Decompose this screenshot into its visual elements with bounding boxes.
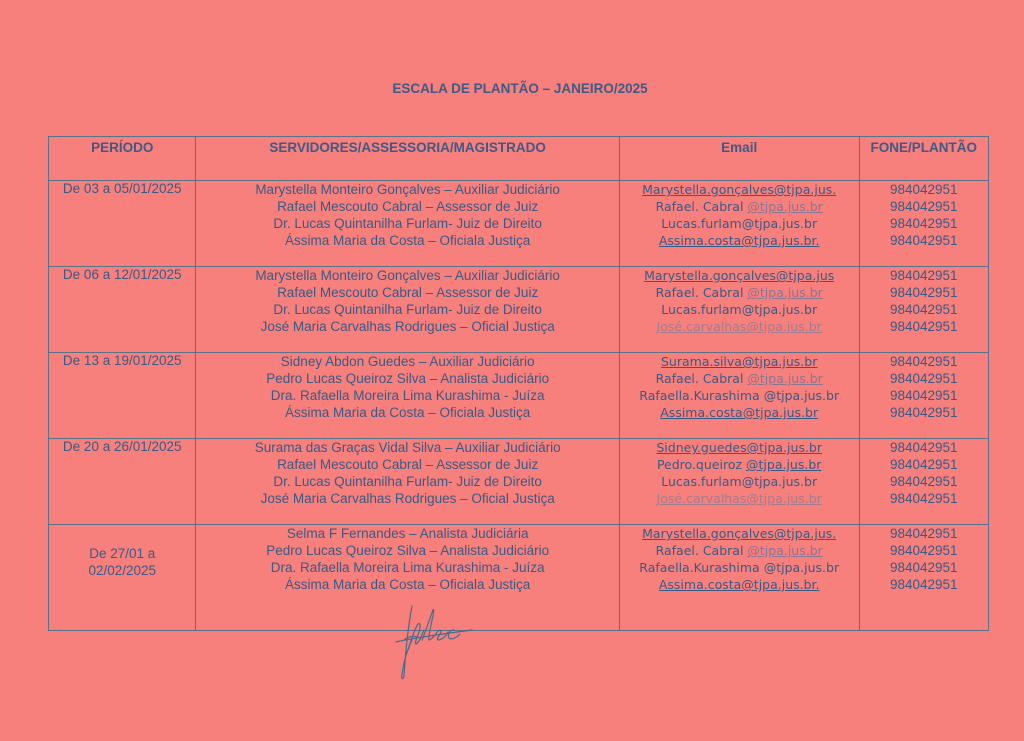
email-address[interactable] (620, 576, 859, 593)
email-address[interactable] (620, 284, 859, 301)
staff-cell (196, 267, 619, 353)
phone-cell (859, 267, 988, 353)
email-text: Lucas.furlam@tjpa.jus.br (661, 216, 818, 231)
phone-number: 984042951 (889, 268, 958, 283)
email-text: Rafael. Cabral (655, 543, 748, 558)
handwritten-signature-icon (392, 600, 482, 682)
staff-name: Rafael Mescouto Cabral – Assessor de Juiz (277, 285, 539, 300)
email-link[interactable]: @tjpa.jus.br (746, 457, 822, 472)
email-address[interactable] (620, 490, 859, 507)
staff-name: Rafael Mescouto Cabral – Assessor de Juiz (277, 199, 539, 214)
email-link[interactable]: Marystella.gonçalves@tjpa.jus. (642, 526, 837, 541)
period-cell: De 20 a 26/01/2025 (49, 439, 196, 525)
email-address[interactable] (620, 198, 859, 215)
table-row (49, 353, 989, 439)
staff-name: Dr. Lucas Quintanilha Furlam- Juiz de Direito (273, 216, 542, 231)
schedule-table (48, 136, 989, 631)
phone-number: 984042951 (889, 474, 958, 489)
phone-number: 984042951 (889, 388, 958, 403)
staff-name: Ássima Maria da Costa – Oficiala Justiça (284, 405, 531, 420)
email-text: Rafaella.Kurashima @tjpa.jus.br (639, 388, 840, 403)
phone-number: 984042951 (889, 319, 958, 334)
phone-cell (859, 525, 988, 631)
table-row (49, 267, 989, 353)
phone-number: 984042951 (889, 526, 958, 541)
email-link[interactable]: Assima.costa@tjpa.jus.br. (658, 577, 820, 592)
table-row (49, 439, 989, 525)
phone-cell (859, 439, 988, 525)
phone-number: 984042951 (889, 371, 958, 386)
header-phone: FONE/PLANTÃO (859, 137, 988, 181)
email-address[interactable] (620, 404, 859, 421)
email-cell (619, 525, 859, 631)
header-staff: SERVIDORES/ASSESSORIA/MAGISTRADO (196, 137, 619, 181)
phone-number: 984042951 (889, 560, 958, 575)
email-link[interactable]: Surama.silva@tjpa.jus.br (660, 354, 818, 369)
table-header-row (49, 137, 989, 181)
email-link[interactable]: José.carvalhas@tjpa.jus.br (656, 319, 822, 334)
email-address (620, 301, 859, 318)
email-address[interactable] (620, 181, 859, 198)
staff-name: Surama das Graças Vidal Silva – Auxiliar Judiciário (254, 440, 561, 455)
email-link[interactable]: Marystella.gonçalves@tjpa.jus. (642, 182, 837, 197)
phone-number: 984042951 (889, 285, 958, 300)
email-link[interactable]: Assima.costa@tjpa.jus.br. (658, 233, 820, 248)
staff-name: José Maria Carvalhas Rodrigues – Oficial Justiça (260, 319, 555, 334)
staff-name: Ássima Maria da Costa – Oficiala Justiça (284, 577, 531, 592)
staff-cell (196, 181, 619, 267)
email-address[interactable] (620, 353, 859, 370)
email-address[interactable] (620, 232, 859, 249)
phone-number: 984042951 (889, 457, 958, 472)
phone-number: 984042951 (889, 577, 958, 592)
staff-name: Marystella Monteiro Gonçalves – Auxiliar Judiciário (255, 182, 560, 197)
email-text: Rafael. Cabral (655, 285, 748, 300)
period-cell: De 03 a 05/01/2025 (49, 181, 196, 267)
phone-number: 984042951 (889, 199, 958, 214)
table-row (49, 181, 989, 267)
staff-name: José Maria Carvalhas Rodrigues – Oficial Justiça (260, 491, 555, 506)
email-link[interactable]: José.carvalhas@tjpa.jus.br (656, 491, 822, 506)
email-cell (619, 181, 859, 267)
phone-number: 984042951 (889, 543, 958, 558)
phone-number: 984042951 (889, 182, 958, 197)
staff-name: Pedro Lucas Queiroz Silva – Analista Judiciário (266, 543, 550, 558)
staff-name: Ássima Maria da Costa – Oficiala Justiça (284, 233, 531, 248)
staff-name: Rafael Mescouto Cabral – Assessor de Juiz (277, 457, 539, 472)
email-link[interactable]: @tjpa.jus.br (747, 543, 823, 558)
email-cell (619, 439, 859, 525)
email-link[interactable]: Marystella.gonçalves@tjpa.jus (644, 268, 835, 283)
staff-name: Dr. Lucas Quintanilha Furlam- Juiz de Direito (273, 474, 542, 489)
phone-number: 984042951 (889, 233, 958, 248)
phone-number: 984042951 (889, 440, 958, 455)
email-address (620, 387, 859, 404)
email-address[interactable] (620, 456, 859, 473)
staff-name: Dra. Rafaella Moreira Lima Kurashima - Juíza (270, 388, 545, 403)
document-title: ESCALA DE PLANTÃO – JANEIRO/2025 (392, 81, 648, 96)
staff-cell (196, 439, 619, 525)
email-cell (619, 353, 859, 439)
email-address (620, 473, 859, 490)
phone-number: 984042951 (889, 405, 958, 420)
phone-number: 984042951 (889, 216, 958, 231)
header-period: PERÍODO (49, 137, 196, 181)
phone-number: 984042951 (889, 491, 958, 506)
email-link[interactable]: Sidney.guedes@tjpa.jus.br (656, 440, 822, 455)
email-text: Lucas.furlam@tjpa.jus.br (661, 474, 818, 489)
email-address[interactable] (620, 318, 859, 335)
header-email: Email (619, 137, 859, 181)
staff-name: Selma F Fernandes – Analista Judiciária (286, 526, 529, 541)
staff-name: Marystella Monteiro Gonçalves – Auxiliar Judiciário (255, 268, 560, 283)
email-text: Rafael. Cabral (655, 371, 748, 386)
staff-name: Sidney Abdon Guedes – Auxiliar Judiciário (280, 354, 535, 369)
email-text: Lucas.furlam@tjpa.jus.br (661, 302, 818, 317)
email-text: Rafaella.Kurashima @tjpa.jus.br (639, 560, 840, 575)
email-link[interactable]: @tjpa.jus.br (747, 371, 823, 386)
phone-cell (859, 181, 988, 267)
table-row (49, 525, 989, 631)
email-cell (619, 267, 859, 353)
period-cell: De 06 a 12/01/2025 (49, 267, 196, 353)
phone-number: 984042951 (889, 354, 958, 369)
email-link[interactable]: Assima.costa@tjpa.jus.br (660, 405, 819, 420)
email-link[interactable]: @tjpa.jus.br (747, 199, 823, 214)
email-address (620, 215, 859, 232)
email-address[interactable] (620, 439, 859, 456)
email-address[interactable] (620, 267, 859, 284)
phone-cell (859, 353, 988, 439)
phone-number: 984042951 (889, 302, 958, 317)
period-cell: De 27/01 a 02/02/2025 (49, 525, 196, 631)
staff-cell (196, 353, 619, 439)
email-address[interactable] (620, 525, 859, 542)
period-cell: De 13 a 19/01/2025 (49, 353, 196, 439)
email-address (620, 559, 859, 576)
email-text: Rafael. Cabral (655, 199, 748, 214)
staff-name: Dra. Rafaella Moreira Lima Kurashima - Juíza (270, 560, 545, 575)
staff-name: Pedro Lucas Queiroz Silva – Analista Judiciário (266, 371, 550, 386)
email-address[interactable] (620, 370, 859, 387)
email-address[interactable] (620, 542, 859, 559)
email-link[interactable]: @tjpa.jus.br (747, 285, 823, 300)
staff-name: Dr. Lucas Quintanilha Furlam- Juiz de Direito (273, 302, 542, 317)
email-text: Pedro.queiroz (656, 457, 747, 472)
